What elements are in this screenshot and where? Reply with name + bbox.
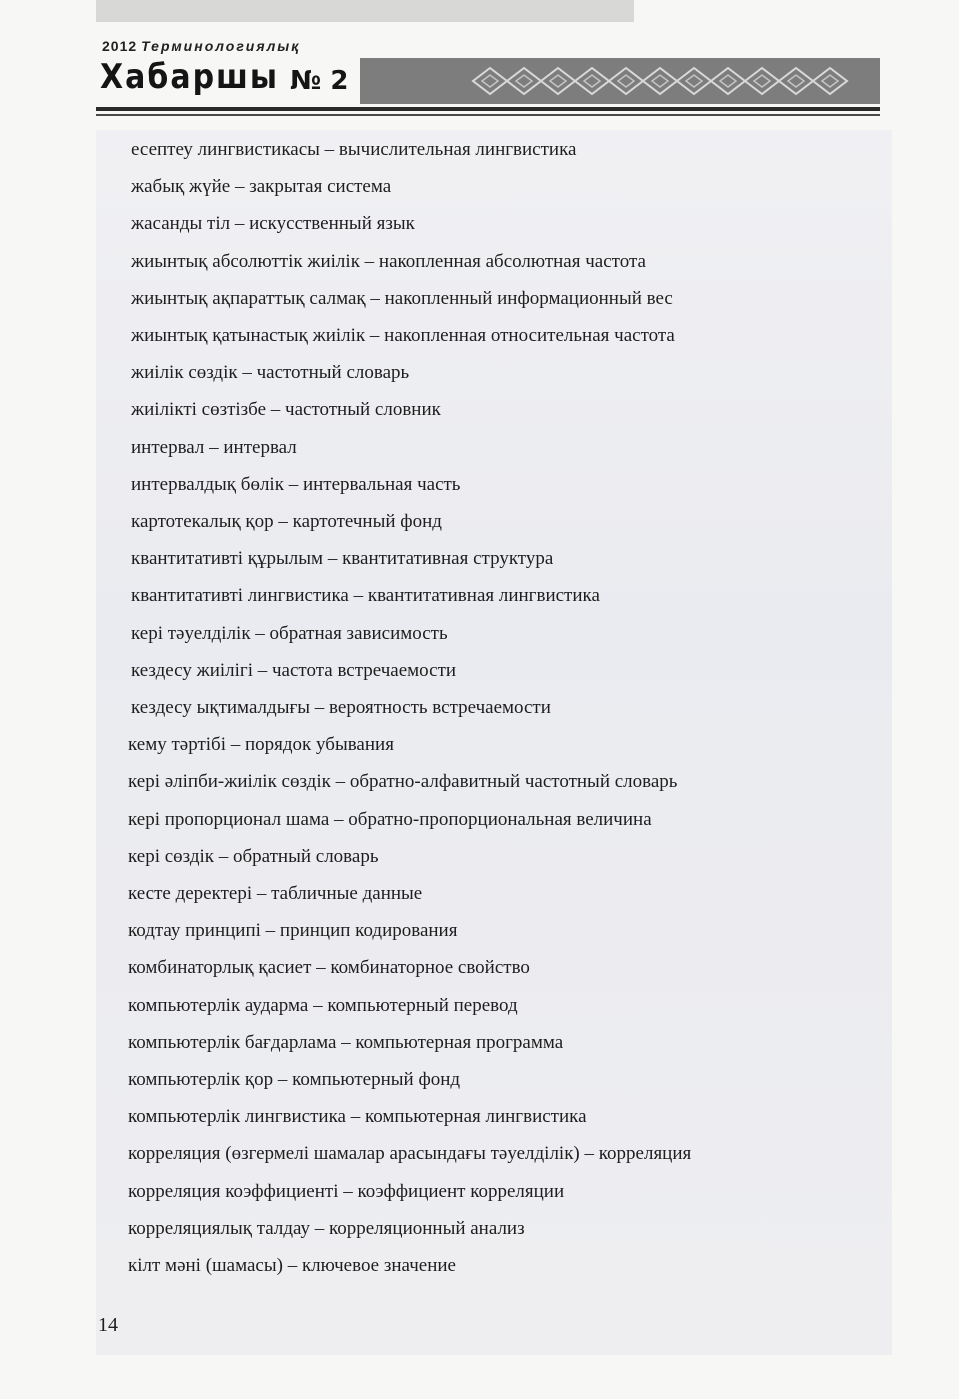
- glossary-entry: интервалдық бөлік – интервальная часть: [131, 473, 461, 495]
- glossary-entry: интервал – интервал: [131, 436, 297, 458]
- glossary-entry: кілт мәні (шамасы) – ключевое значение: [128, 1255, 456, 1276]
- glossary-entry: корреляция (өзгермелі шамалар арасындағы тәуелділік) – корреляция: [128, 1143, 692, 1165]
- glossary-entry: картотекалық қор – картотечный фонд: [131, 511, 442, 532]
- glossary-entry: корреляциялық талдау – корреляционный анализ: [128, 1217, 525, 1239]
- glossary-entry: квантитативті құрылым – квантитативная структура: [131, 548, 554, 570]
- page-number: 14: [98, 1314, 118, 1336]
- glossary-entry: квантитативті лингвистика – квантитативная лингвистика: [131, 585, 600, 607]
- glossary-entry: комбинаторлық қасиет – комбинаторное свойство: [128, 957, 530, 979]
- glossary-entry: корреляция коэффициенті – коэффициент корреляции: [128, 1180, 565, 1202]
- glossary-entry: жиынтық қатынастық жиілік – накопленная относительная частота: [131, 325, 675, 346]
- header-journal-word: Терминологиялық: [141, 38, 301, 54]
- header-year-line: [102, 38, 300, 54]
- glossary-entry: кему тәртібі – порядок убывания: [128, 734, 394, 756]
- glossary-entry: жиынтық ақпараттық салмақ – накопленный информационный вес: [131, 287, 673, 309]
- glossary-entry: кері тәуелділік – обратная зависимость: [131, 622, 448, 644]
- glossary-entry: жабық жүйе – закрытая система: [131, 176, 392, 198]
- glossary-entry: кері әліпби-жиілік сөздік – обратно-алфавитный частотный словарь: [128, 771, 678, 793]
- header-rule-thick: [96, 107, 880, 111]
- glossary-entry: жиілікті сөзтізбе – частотный словник: [131, 399, 441, 421]
- glossary-entry: есептеу лингвистикасы – вычислительная лингвистика: [131, 139, 577, 160]
- glossary-entry: кездесу ықтималдығы – вероятность встречаемости: [131, 697, 551, 718]
- header-rule-thin: [96, 114, 880, 116]
- glossary-entry: компьютерлік аударма – компьютерный перевод: [128, 994, 518, 1016]
- top-scan-strip: [96, 0, 634, 22]
- glossary-entry: кері пропорционал шама – обратно-пропорциональная величина: [128, 808, 652, 830]
- header-ornament-band: [360, 58, 880, 104]
- glossary-entry: компьютерлік лингвистика – компьютерная лингвистика: [128, 1106, 587, 1128]
- glossary-entry: кесте деректері – табличные данные: [128, 883, 423, 904]
- glossary-entry: жиынтық абсолюттік жиілік – накопленная абсолютная частота: [131, 250, 646, 272]
- issue-number: № 2: [290, 66, 349, 96]
- header-year: 2012: [102, 38, 138, 54]
- glossary-entry: компьютерлік қор – компьютерный фонд: [128, 1069, 461, 1090]
- glossary-entry: жасанды тіл – искусственный язык: [131, 213, 415, 235]
- glossary-entry: кері сөздік – обратный словарь: [128, 845, 379, 867]
- glossary-entry: компьютерлік бағдарлама – компьютерная программа: [128, 1031, 564, 1053]
- glossary-entry: кездесу жиілігі – частота встречаемости: [131, 659, 457, 681]
- journal-title: Хабаршы: [100, 58, 280, 98]
- glossary-entry: жиілік сөздік – частотный словарь: [131, 362, 410, 384]
- glossary-entry: кодтау принципі – принцип кодирования: [128, 920, 458, 942]
